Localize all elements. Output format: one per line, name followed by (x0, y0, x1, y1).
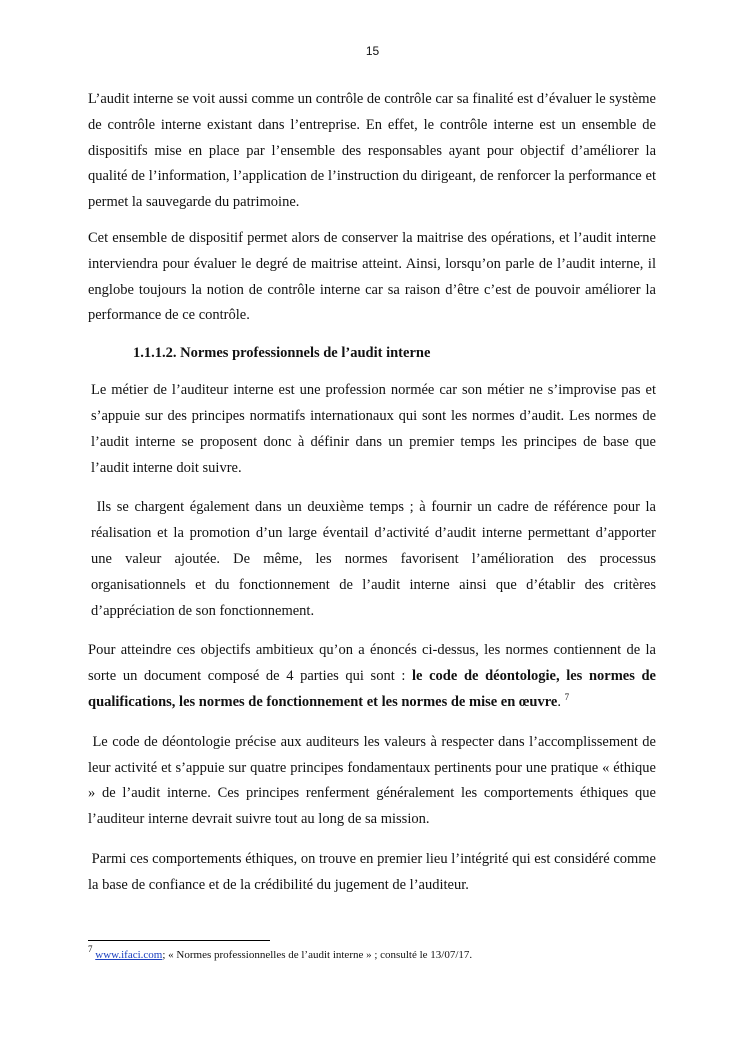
paragraph-1: L’audit interne se voit aussi comme un contrôle de contrôle car sa finalité est d’évaluer le système de contrôle interne existant dans l’entreprise. En effet, le contrôle interne est un ensemble de dispositifs mise en place par l’ensemble des responsables ayant pour objectif d’améliorer la qualité de l’information, l’application de l’instruction du dirigeant, de renforcer la performance et permet la sauvegarde du patrimoine. (88, 91, 656, 211)
page-body (88, 87, 656, 899)
paragraph-5-start: Pour atteindre ces objectifs ambitieux qu’on a énoncés ci-dessus, les normes contiennent de la sorte un document composé de 4 parties qui sont : (88, 642, 656, 685)
indented-block (88, 378, 656, 624)
footnote-number: 7 (88, 944, 93, 954)
paragraph-6 (88, 730, 656, 833)
paragraph-6-text: Le code de déontologie précise aux auditeurs les valeurs à respecter dans l’accomplissement de leur activité et s’appuie sur quatre principes fondamentaux pertinents pour une pratique « éthique » de l’audit interne. Ces principes renferment généralement les comportements éthiques que l’auditeur interne devrait suivre tout au long de sa mission. (88, 733, 656, 828)
paragraph-5-end: . (557, 693, 561, 710)
paragraph-3: Le métier de l’auditeur interne est une profession normée car son métier ne s’improvise pas et s’appuie sur des principes normatifs internationaux qui sont les normes d’audit. Les normes de l’audit interne se proposent donc à définir dans un premier temps les principes de base que l’audit interne doit suivre. (91, 382, 656, 476)
section-heading: 1.1.1.2. Normes professionnels de l’audit interne (133, 345, 431, 362)
footnote-link[interactable]: www.ifaci.com (95, 949, 163, 961)
paragraph-2: Cet ensemble de dispositif permet alors de conserver la maitrise des opérations, et l’audit interne interviendra pour évaluer le degré de maitrise atteint. Ainsi, lorsqu’on parle de l’audit interne, il englobe toujours la notion de contrôle interne car sa raison d’être c’est de pouvoir améliorer la performance de ce contrôle. (88, 229, 656, 324)
paragraph-4 (91, 495, 656, 624)
paragraph-4-text: Ils se chargent également dans un deuxième temps ; à fournir un cadre de référence pour la réalisation et la promotion d’un large éventail d’activité d’audit interne permettant d’apporter une valeur ajoutée. De même, les normes favorisent l’amélioration des processus organisationnels et du fonctionnement de l’audit interne ainsi que d’établir des critères d’appréciation de son fonctionnement. (91, 499, 656, 619)
paragraph-5 (88, 638, 656, 715)
paragraph-5-bold: le code de déontologie, les normes de qualifications, les normes de fonctionnement et les normes de mise en œuvre (88, 668, 656, 710)
footnote-reference[interactable]: 7 (564, 691, 570, 702)
footnote (88, 944, 473, 963)
page-number: 15 (365, 44, 380, 58)
footnote-divider (88, 940, 270, 941)
paragraph-7-text: Parmi ces comportements éthiques, on trouve en premier lieu l’intégrité qui est considéré comme la base de confiance et de la crédibilité du jugement de l’auditeur. (88, 850, 656, 893)
footnote-text: ; « Normes professionnelles de l’audit interne » ; consulté le 13/07/17. (162, 949, 473, 961)
paragraph-7 (88, 847, 656, 899)
